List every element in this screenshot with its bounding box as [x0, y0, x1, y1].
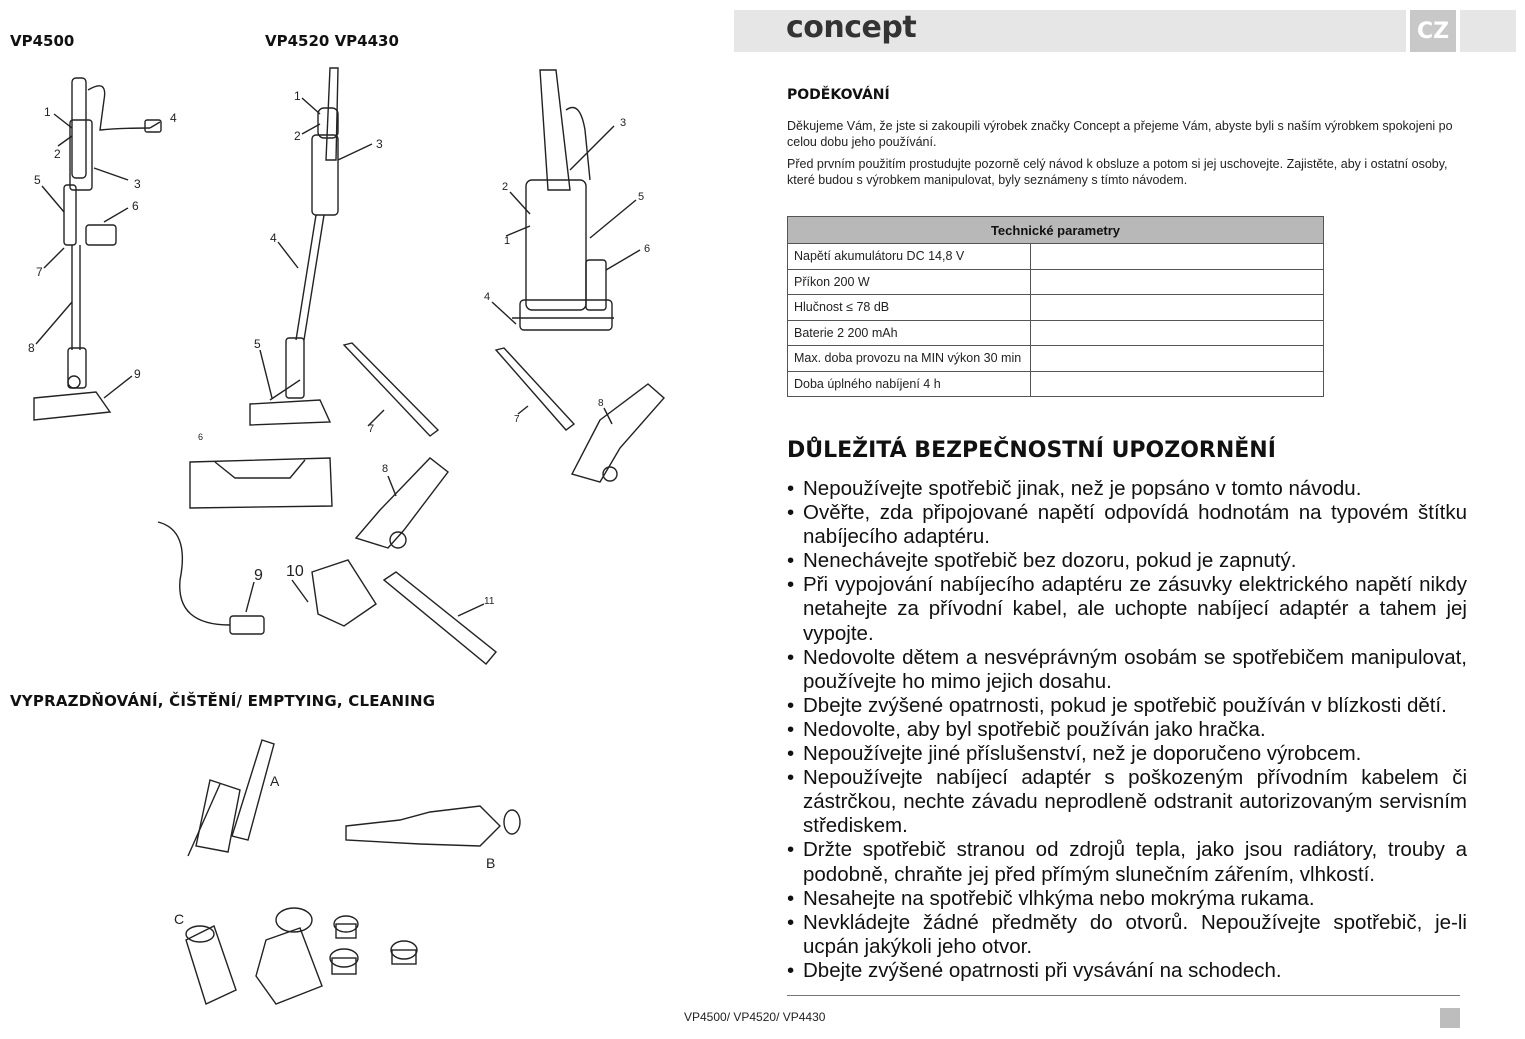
callout-b3: 3 — [376, 137, 383, 151]
mini-turbo-brush-2 — [572, 384, 664, 482]
table-row: Baterie 2 200 mAh — [788, 320, 1324, 346]
page-marker — [1440, 1008, 1460, 1028]
callout-a1: 1 — [44, 105, 51, 119]
table-row: Hlučnost ≤ 78 dB — [788, 295, 1324, 321]
callout-c4: 4 — [484, 291, 491, 303]
adapter-cable — [158, 522, 230, 625]
safety-heading: DŮLEŽITÁ BEZPEČNOSTNÍ UPOZORNĚNÍ — [787, 438, 1276, 463]
callout-a3: 3 — [134, 177, 141, 191]
wall-mount — [190, 458, 332, 508]
callout-b11: 11 — [484, 596, 495, 607]
list-item: • Dbejte zvýšené opatrnosti při vysávání na schodech. — [787, 959, 1467, 983]
list-item: • Dbejte zvýšené opatrnosti, pokud je spotřebič používán v blízkosti dětí. — [787, 694, 1467, 718]
step-label-c: C — [174, 911, 185, 927]
callout-b10: 10 — [286, 563, 304, 580]
vp4430-illustration — [512, 70, 614, 330]
product-illustrations — [0, 0, 730, 1039]
list-item: • Nepoužívejte nabíjecí adaptér s poškozeným přívodním kabelem či zástrčkou, nechte závadu neprodleně odstranit autorizovaným servisním střediskem. — [787, 766, 1467, 838]
list-item: • Ověřte, zda připojované napětí odpovídá hodnotám na typovém štítku nabíjecího adaptéru. — [787, 501, 1467, 549]
callout-b2: 2 — [294, 129, 301, 143]
callout-c5: 5 — [638, 191, 645, 203]
step-label-b: B — [486, 855, 496, 871]
callout-b5: 5 — [254, 337, 261, 351]
brand-logo: concept — [786, 10, 917, 45]
cleaning-illustrations — [186, 740, 520, 1004]
thanks-paragraph-1: Děkujeme Vám, že jste si zakoupili výrobek značky Concept a přejeme Vám, abyste byli s naším výrobkem spokojeni po celou dobu jeho používání. — [787, 119, 1453, 149]
thanks-heading: PODĚKOVÁNÍ — [787, 87, 890, 103]
list-item: • Nesahejte na spotřebič vlhkýma nebo mokrýma rukama. — [787, 887, 1467, 911]
list-item: • Nenechávejte spotřebič bez dozoru, pokud je zapnutý. — [787, 549, 1467, 573]
cleaning-section-title: VYPRAZDŇOVÁNÍ, ČIŠTĚNÍ/ EMPTYING, CLEANING — [10, 692, 436, 710]
callout-b9: 9 — [254, 567, 263, 584]
callout-c1: 1 — [504, 235, 511, 247]
brush-nozzle — [312, 560, 376, 626]
crevice-tool-2 — [496, 348, 574, 430]
footer-divider — [787, 995, 1460, 996]
callout-b7: 7 — [368, 423, 375, 435]
crevice-tool-1 — [344, 343, 438, 436]
model-label-vp4500: VP4500 — [10, 32, 75, 50]
mini-turbo-brush-1 — [356, 458, 448, 548]
model-label-vp4520-vp4430: VP4520 VP4430 — [265, 32, 399, 50]
table-row: Doba úplného nabíjení 4 h — [788, 371, 1324, 397]
callout-b6: 6 — [198, 432, 204, 442]
list-item: • Nedovolte, aby byl spotřebič používán jako hračka. — [787, 718, 1467, 742]
extension-tube — [384, 572, 496, 664]
callout-a6: 6 — [132, 199, 139, 213]
thanks-paragraph-2: Před prvním použitím prostudujte pozorně celý návod k obsluze a potom si jej uschovejte. Zajistěte, aby i ostatní osoby, které budou s výrobkem manipulovat, byly seznámeny s tímto návodem. — [787, 157, 1448, 187]
callout-b1: 1 — [294, 89, 301, 103]
callout-a9: 9 — [134, 367, 141, 381]
callout-a2: 2 — [54, 147, 61, 161]
list-item: • Nevkládejte žádné předměty do otvorů. Nepoužívejte spotřebič, je-li ucpán jakýkoli jeho otvor. — [787, 911, 1467, 959]
technical-parameters-table — [787, 216, 1324, 397]
footer-models: VP4500/ VP4520/ VP4430 — [684, 1010, 826, 1024]
callout-c2: 2 — [502, 181, 509, 193]
step-label-a: A — [270, 773, 280, 789]
language-tab: CZ — [1410, 10, 1456, 52]
callout-b8: 8 — [382, 463, 389, 475]
callout-a4: 4 — [170, 111, 177, 125]
list-item: • Nepoužívejte spotřebič jinak, než je popsáno v tomto návodu. — [787, 477, 1467, 501]
list-item: • Při vypojování nabíjecího adaptéru ze zásuvky elektrického napětí nikdy netahejte za přívodní kabel, ale uchopte nabíjecí adaptér a tahem jej vypojte. — [787, 573, 1467, 645]
callout-a8: 8 — [28, 341, 35, 355]
callout-c3: 3 — [620, 117, 627, 129]
header-bar-end — [1460, 10, 1516, 52]
list-item: • Držte spotřebič stranou od zdrojů tepla, jako jsou radiátory, trouby a podobně, chraňte jej před přímým slunečním zářením, vlhkostí. — [787, 838, 1467, 886]
vp4500-illustration — [34, 78, 161, 420]
list-item: • Nedovolte dětem a nesvéprávným osobám se spotřebičem manipulovat, používejte ho mimo jejich dosahu. — [787, 646, 1467, 694]
callout-c6: 6 — [644, 243, 651, 255]
table-row: Napětí akumulátoru DC 14,8 V — [788, 244, 1324, 270]
callout-a7: 7 — [36, 265, 43, 279]
list-item: • Nepoužívejte jiné příslušenství, než je doporučeno výrobcem. — [787, 742, 1467, 766]
table-row: Max. doba provozu na MIN výkon 30 min — [788, 346, 1324, 372]
safety-list — [787, 477, 1467, 983]
callout-c7: 7 — [514, 414, 520, 425]
table-row: Příkon 200 W — [788, 269, 1324, 295]
callout-b4: 4 — [270, 231, 277, 245]
callout-c8: 8 — [598, 398, 604, 409]
callout-a5: 5 — [34, 173, 41, 187]
vp4520-illustration — [250, 68, 338, 425]
table-title: Technické parametry — [788, 217, 1324, 244]
